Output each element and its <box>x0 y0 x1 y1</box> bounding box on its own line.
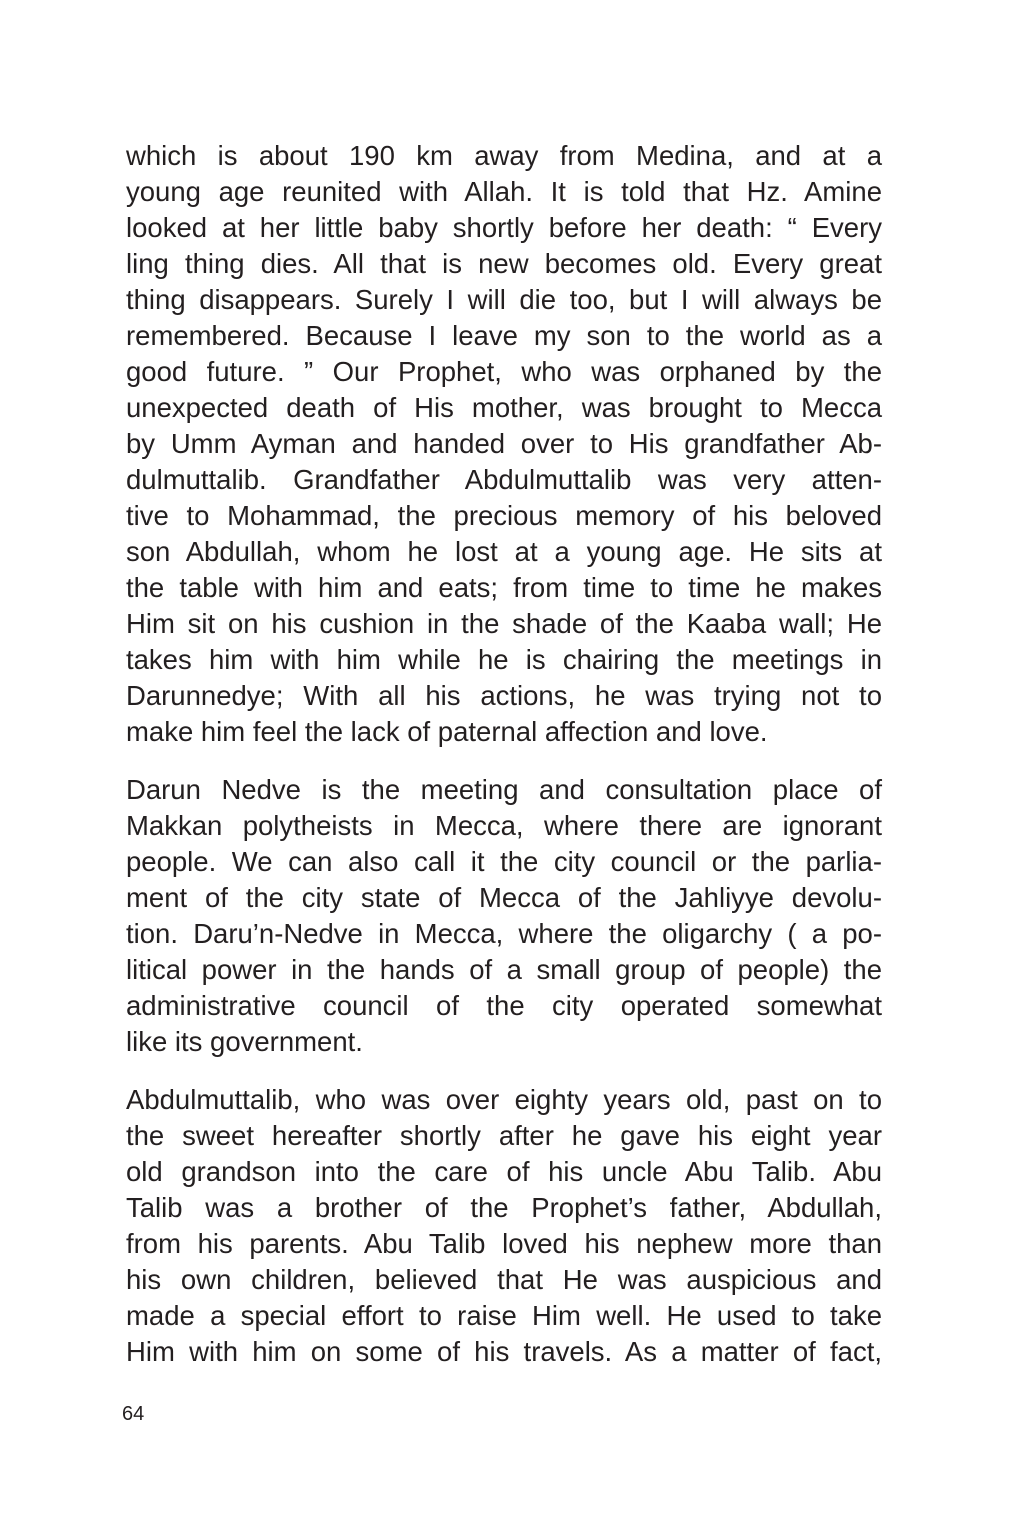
text-line: Makkan polytheists in Mecca, where there are ignorant <box>126 810 882 841</box>
text-line: Darun Nedve is the meeting and consultation place of <box>126 774 882 805</box>
text-line: by Umm Ayman and handed over to His grandfather Ab- <box>126 428 882 459</box>
text-line: unexpected death of His mother, was brought to Mecca <box>126 392 882 423</box>
text-line: Darunnedye; With all his actions, he was trying not to <box>126 680 882 711</box>
text-line: takes him with him while he is chairing the meetings in <box>126 644 882 675</box>
text-line: made a special effort to raise Him well. He used to take <box>126 1300 882 1331</box>
text-line: Him with him on some of his travels. As a matter of fact, <box>126 1336 882 1367</box>
text-line: young age reunited with Allah. It is told that Hz. Amine <box>126 176 882 207</box>
text-line: the sweet hereafter shortly after he gave his eight year <box>126 1120 882 1151</box>
text-line: ling thing dies. All that is new becomes old. Every great <box>126 248 882 279</box>
text-line: tive to Mohammad, the precious memory of his beloved <box>126 500 882 531</box>
paragraph-darun-nedve <box>126 772 882 1060</box>
text-line: make him feel the lack of paternal affection and love. <box>126 716 768 747</box>
text-line: administrative council of the city operated somewhat <box>126 990 882 1021</box>
text-line: from his parents. Abu Talib loved his nephew more than <box>126 1228 882 1259</box>
text-line: like its government. <box>126 1026 363 1057</box>
paragraph-amine-death <box>126 138 882 750</box>
text-line: the table with him and eats; from time to time he makes <box>126 572 882 603</box>
text-line: looked at her little baby shortly before her death: “ Every <box>126 212 882 243</box>
text-line: litical power in the hands of a small group of people) the <box>126 954 882 985</box>
text-line: old grandson into the care of his uncle Abu Talib. Abu <box>126 1156 882 1187</box>
text-line: thing disappears. Surely I will die too, but I will always be <box>126 284 882 315</box>
text-line: Him sit on his cushion in the shade of the Kaaba wall; He <box>126 608 882 639</box>
text-line: ment of the city state of Mecca of the Jahliyye devolu- <box>126 882 882 913</box>
text-line: Abdulmuttalib, who was over eighty years old, past on to <box>126 1084 882 1115</box>
text-line: Talib was a brother of the Prophet’s father, Abdullah, <box>126 1192 882 1223</box>
text-line: dulmuttalib. Grandfather Abdulmuttalib was very atten- <box>126 464 882 495</box>
text-line: his own children, believed that He was auspicious and <box>126 1264 882 1295</box>
text-line: people. We can also call it the city council or the parlia- <box>126 846 882 877</box>
text-line: which is about 190 km away from Medina, and at a <box>126 140 882 171</box>
text-line: good future. ” Our Prophet, who was orphaned by the <box>126 356 882 387</box>
paragraph-abu-talib <box>126 1082 882 1370</box>
text-line: remembered. Because I leave my son to the world as a <box>126 320 882 351</box>
page-number: 64 <box>122 1403 145 1425</box>
text-line: son Abdullah, whom he lost at a young age. He sits at <box>126 536 882 567</box>
text-line: tion. Daru’n-Nedve in Mecca, where the oligarchy ( a po- <box>126 918 882 949</box>
